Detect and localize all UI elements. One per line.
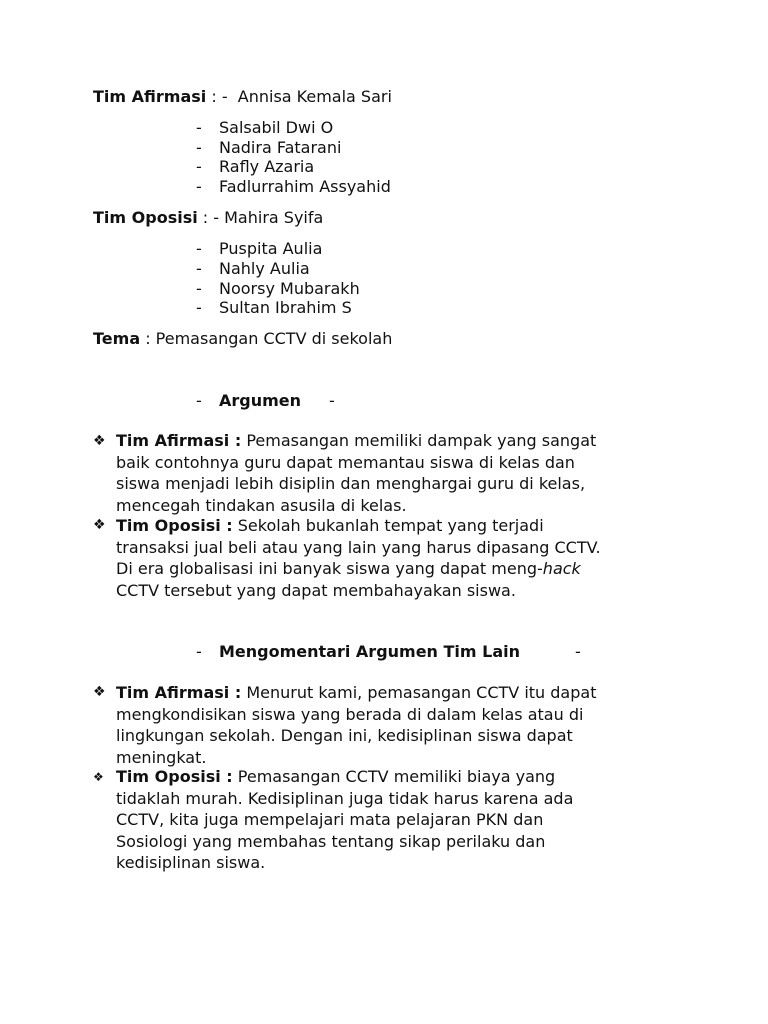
afirmasi-label: Tim Afirmasi [93,87,207,106]
oposisi-separator: : - [197,208,225,227]
afirmasi-member: Salsabil Dwi O [219,118,334,137]
comment-text: lingkungan sekolah. Dengan ini, kedisiplinan siswa dapat [116,726,573,745]
argument-afirmasi [116,430,661,516]
heading-dash: - [196,391,202,410]
tema-separator: : [140,329,156,348]
heading-dash: - [196,642,202,661]
afirmasi-member: Nadira Fatarani [219,138,342,157]
argument-text: Di era globalisasi ini banyak siswa yang dapat meng- [116,559,543,578]
member-dash: - [196,239,202,258]
comment-text: kedisiplinan siswa. [116,853,266,872]
tema-label: Tema [93,329,141,348]
comment-text: Pemasangan CCTV memiliki biaya yang [237,767,556,786]
member-dash: - [196,259,202,278]
heading-dash: - [575,642,581,661]
section-heading-argumen: Argumen [219,391,302,410]
diamond-bullet-icon: ❖ [93,684,106,700]
comment-oposisi [116,766,661,874]
oposisi-member: Sultan Ibrahim S [219,298,352,317]
argument-team-label: Tim Oposisi : [116,516,233,535]
comment-text: CCTV, kita juga mempelajari mata pelajaran PKN dan [116,810,544,829]
argument-text: baik contohnya guru dapat memantau siswa di kelas dan [116,452,575,472]
argument-text: Pemasangan memiliki dampak yang sangat [246,431,597,450]
diamond-bullet-icon: ❖ [93,433,106,449]
argument-text: CCTV tersebut yang dapat membahayakan siswa. [116,580,516,600]
argument-text: siswa menjadi lebih disiplin dan menghargai guru di kelas, [116,474,586,493]
diamond-bullet-icon: ❖ [93,517,106,533]
oposisi-member: Nahly Aulia [219,259,310,278]
afirmasi-separator: : - [206,87,238,106]
comment-text: mengkondisikan siswa yang berada di dalam kelas atau di [116,704,584,724]
diamond-bullet-icon: ❖ [93,770,104,784]
oposisi-header [93,208,323,228]
member-dash: - [196,298,202,317]
argument-text: Sekolah bukanlah tempat yang terjadi [237,516,544,535]
argument-team-label: Tim Afirmasi : [116,431,242,450]
tema-value: Pemasangan CCTV di sekolah [155,329,393,348]
afirmasi-member: Rafly Azaria [219,157,315,176]
member-dash: - [196,279,202,298]
comment-team-label: Tim Oposisi : [116,767,233,786]
member-dash: - [196,138,202,157]
member-dash: - [196,157,202,176]
comment-afirmasi [116,682,661,768]
argument-italic-word: hack [542,559,581,578]
comment-text: Sosiologi yang membahas tentang sikap perilaku dan [116,831,546,851]
comment-team-label: Tim Afirmasi : [116,683,242,702]
comment-text: Menurut kami, pemasangan CCTV itu dapat [246,683,597,702]
member-dash: - [196,177,202,196]
comment-text: meningkat. [116,747,207,767]
comment-text: tidaklah murah. Kedisiplinan juga tidak harus karena ada [116,788,574,808]
afirmasi-member: Fadlurrahim Assyahid [219,177,391,196]
afirmasi-header [93,87,392,107]
member-dash: - [196,118,202,137]
oposisi-label: Tim Oposisi [93,208,198,227]
afirmasi-leader: Annisa Kemala Sari [237,87,392,106]
argument-text: mencegah tindakan asusila di kelas. [116,495,407,515]
oposisi-member: Noorsy Mubarakh [219,279,360,298]
section-heading-comment: Mengomentari Argumen Tim Lain [219,642,521,661]
heading-dash: - [329,391,335,410]
argument-text: transaksi jual beli atau yang lain yang harus dipasang CCTV. [116,537,601,557]
oposisi-leader: Mahira Syifa [224,208,324,227]
argument-oposisi [116,515,661,601]
oposisi-member: Puspita Aulia [219,239,323,258]
tema-line [93,329,392,349]
